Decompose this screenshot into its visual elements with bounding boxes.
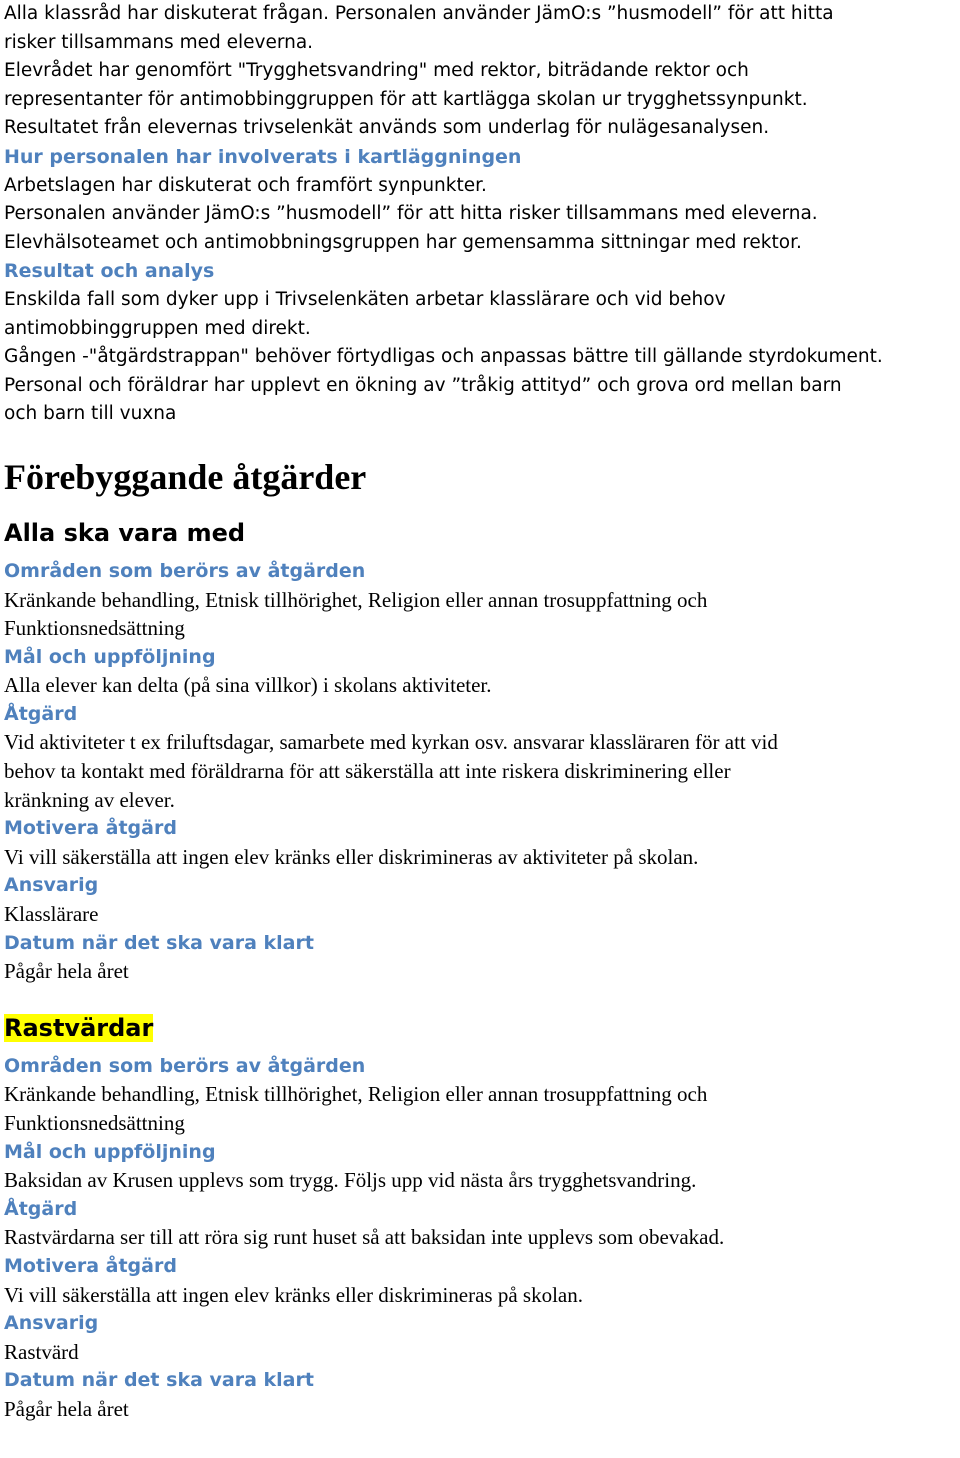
section1-title (4, 517, 956, 549)
document-page (4, 0, 956, 1424)
intro-line-1: Alla klassråd har diskuterat frågan. Personalen använder JämO:s ”husmodell” för att hitta (4, 3, 834, 24)
preventive-title: Förebyggande åtgärder (4, 456, 367, 497)
results-p3-line-2: och barn till vuxna (4, 403, 177, 425)
section1-responsible-text: Klasslärare (4, 902, 99, 927)
section1-body (4, 557, 956, 986)
section1-areas-line-1: Kränkande behandling, Etnisk tillhörighet, Religion eller annan trosuppfattning och (4, 587, 708, 612)
section2-body (4, 1052, 956, 1424)
section2-responsible-label: Ansvarig (4, 1312, 99, 1335)
involved-heading: Hur personalen har involverats i kartläggningen (4, 145, 522, 168)
section1-action-line-1: Vid aktiviteter t ex friluftsdagar, samarbete med kyrkan osv. ansvarar klassläraren för att vid (4, 730, 778, 755)
results-heading: Resultat och analys (4, 260, 215, 283)
section1-goal-text: Alla elever kan delta (på sina villkor) i skolans aktiviteter. (4, 673, 492, 698)
section1-motivate-label: Motivera åtgärd (4, 817, 177, 840)
section2-goal-label: Mål och uppföljning (4, 1140, 216, 1163)
section2-date-text: Pågår hela året (4, 1396, 129, 1421)
section1-motivate-text: Vi vill säkerställa att ingen elev kränks eller diskrimineras av aktiviteter på skolan. (4, 844, 699, 869)
section1-date-text: Pågår hela året (4, 959, 129, 984)
results-p2: Gången -"åtgärdstrappan" behöver förtydligas och anpassas bättre till gällande styrdokument. (4, 346, 883, 368)
section1-goal-label: Mål och uppföljning (4, 645, 216, 668)
results-p1-line-1: Enskilda fall som dyker upp i Trivselenkäten arbetar klasslärare och vid behov (4, 288, 726, 310)
section2-areas-line-2: Funktionsnedsättning (4, 1111, 185, 1135)
involved-line-1: Arbetslagen har diskuterat och framfört synpunkter. (4, 174, 487, 196)
intro-line-2: risker tillsammans med eleverna. (4, 31, 314, 53)
section2-title-text: Rastvärdar (4, 1013, 154, 1042)
intro-line-3: Elevrådet har genomfört "Trygghetsvandring" med rektor, biträdande rektor och (4, 60, 749, 82)
section2-goal-text: Baksidan av Krusen upplevs som trygg. Följs upp vid nästa års trygghetsvandring. (4, 1168, 697, 1193)
section1-action-line-3: kränkning av elever. (4, 787, 175, 812)
section1-action-line-2: behov ta kontakt med föräldrarna för att säkerställa att inte riskera diskriminering eller (4, 759, 731, 784)
involved-line-2: Personalen använder JämO:s ”husmodell” för att hitta risker tillsammans med eleverna. (4, 203, 818, 225)
section2-responsible-text: Rastvärd (4, 1339, 79, 1364)
section2-motivate-text: Vi vill säkerställa att ingen elev kränks eller diskrimineras på skolan. (4, 1282, 583, 1307)
results-p1-line-2: antimobbinggruppen med direkt. (4, 317, 311, 339)
section2-title (4, 1012, 956, 1044)
section2-areas-line-1: Kränkande behandling, Etnisk tillhörighet, Religion eller annan trosuppfattning och (4, 1082, 708, 1107)
results-p3-line-1: Personal och föräldrar har upplevt en ökning av ”tråkig attityd” och grova ord mellan barn (4, 374, 842, 396)
section2-date-label: Datum när det ska vara klart (4, 1369, 314, 1392)
section1-areas-label: Områden som berörs av åtgärden (4, 559, 366, 582)
section2-areas-label: Områden som berörs av åtgärden (4, 1054, 366, 1077)
section1-title-text: Alla ska vara med (4, 518, 246, 547)
section1-date-label: Datum när det ska vara klart (4, 931, 314, 954)
section1-responsible-label: Ansvarig (4, 874, 99, 897)
section2-action-text: Rastvärdarna ser till att röra sig runt huset så att baksidan inte upplevs som obevakad. (4, 1225, 725, 1250)
section2-motivate-label: Motivera åtgärd (4, 1254, 177, 1277)
intro-line-4: representanter för antimobbinggruppen för att kartlägga skolan ur trygghetssynpunkt. (4, 88, 808, 110)
section1-areas-line-2: Funktionsnedsättning (4, 616, 185, 641)
intro-line-5: Resultatet från elevernas trivselenkät används som underlag för nulägesanalysen. (4, 117, 770, 139)
section1-action-label: Åtgärd (4, 702, 78, 725)
involved-line-3: Elevhälsoteamet och antimobbningsgruppen har gemensamma sittningar med rektor. (4, 231, 802, 253)
section2-action-label: Åtgärd (4, 1197, 78, 1220)
